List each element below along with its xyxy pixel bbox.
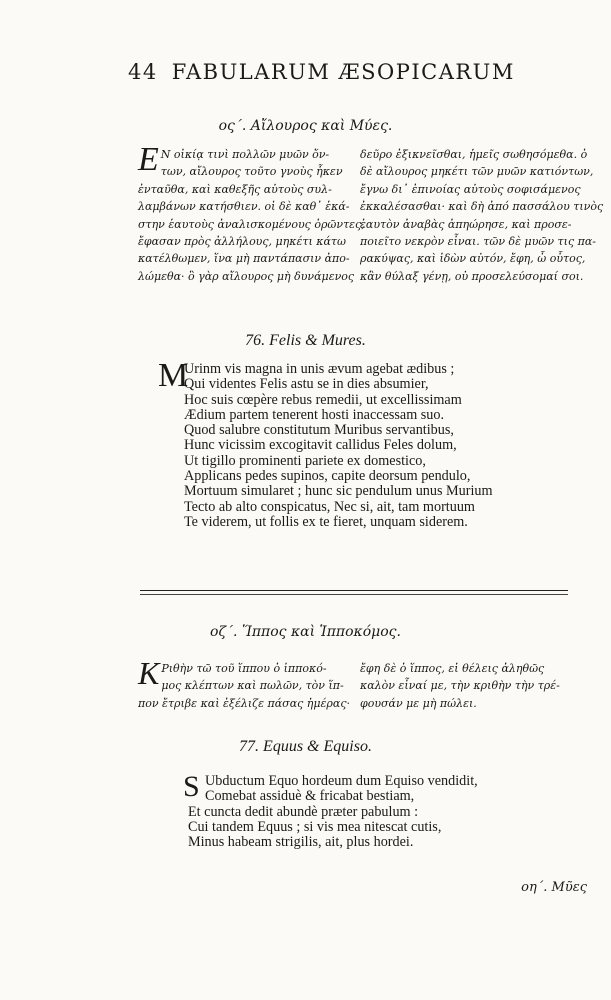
greek-line: Ριθὴν τῶ τοῦ ἵππου ὁ ἱπποκό- — [161, 662, 327, 675]
greek-text-block — [138, 655, 578, 712]
greek-line: ἔγνω δι᾿ ἐπινοίας αὐτοὺς σοφισάμενος — [360, 182, 581, 196]
verse-line: Hunc vicissim excogitavit callidus Feles dolum, — [184, 437, 457, 454]
running-title: FABULARUM ÆSOPICARUM — [171, 60, 515, 84]
verse-line: Cui tandem Equus ; si vis mea nitescat cutis, — [188, 818, 442, 835]
drop-cap: S — [183, 770, 200, 803]
verse-line: Hoc suis cœpère rebus remedii, ut excellissimam — [184, 391, 462, 408]
greek-line: λαμβάνων κατήσθιεν. οἱ δὲ καθ᾿ ἑκά- — [138, 200, 350, 214]
catchword: οη΄. Μῦες — [521, 880, 587, 895]
verse-line: Ubductum Equo hordeum dum Equiso vendidit, — [205, 773, 478, 789]
greek-line: των, αἴλουρος τοῦτο γνοὺς ἧκεν — [160, 165, 343, 179]
verse-line: Comebat assiduè & fricabat bestiam, — [205, 788, 415, 805]
greek-left-column — [138, 655, 356, 712]
section-rule — [140, 590, 568, 591]
drop-cap: K — [138, 655, 160, 691]
greek-line: κατέλθωμεν, ἵνα μὴ παντάπασιν ἀπο- — [138, 252, 350, 266]
verse-line: Minus habeam strigilis, ait, plus hordei. — [188, 834, 414, 851]
verse-line: Et cuncta dedit abundè præter pabulum : — [188, 803, 419, 820]
greek-line: ἐνταῦθα, καὶ καθεξῆς αὐτοὺς συλ- — [138, 182, 332, 196]
greek-line: καλὸν εἶναί με, τὴν κριθὴν τὴν τρέ- — [360, 679, 560, 693]
greek-line: δεῦρο ἐξικνεῖσθαι, ἡμεῖς σωθησόμεθα. ὁ — [360, 148, 588, 161]
greek-line: δὲ αἴλουρος μηκέτι τῶν μυῶν κατιόντων, — [360, 165, 594, 179]
greek-line: μος κλέπτων καὶ πωλῶν, τὸν ἵπ- — [161, 679, 344, 693]
verse-line: Mortuum simularet ; hunc sic pendulum unus Murium — [184, 483, 493, 500]
verse-line: Urinm vis magna in unis ævum agebat ædibus ; — [184, 361, 455, 377]
greek-right-column — [360, 660, 578, 712]
greek-line: ἔφασαν πρὸς ἀλλήλους, μηκέτι κάτω — [138, 235, 346, 249]
verse-line: Quod salubre constitutum Muribus servantibus, — [184, 422, 454, 439]
greek-line: Ν οἰκίᾳ τινὶ πολλῶν μυῶν ὄν- — [160, 148, 330, 161]
verse-line: Qui videntes Felis astu se in dies absumier, — [184, 376, 429, 393]
greek-line: ἐκκαλέσασθαι· καὶ δὴ ἀπό πασσάλου τινὸς — [360, 200, 604, 214]
greek-line: πον ἔτριβε καὶ ἐξέλιζε πάσας ἡμέρας· — [138, 696, 350, 710]
greek-line: φουσάν με μὴ πώλει. — [360, 696, 477, 710]
verse-line: Tecto ab alto conspicatus, Nec si, ait, tam mortuum — [184, 498, 475, 515]
verse-line: Applicans pedes supinos, capite deorsum pendulo, — [184, 468, 471, 485]
greek-line: στην ἑαυτοὺς ἀναλισκομένους ὁρῶντες, — [138, 217, 365, 231]
greek-line: ἔφη δὲ ὁ ἵππος, εἰ θέλεις ἀληθῶς — [360, 662, 545, 675]
section-rule-thin — [140, 594, 568, 595]
greek-line: κἂν θύλαξ γένῃ, οὐ προσελεύσομαί σοι. — [360, 269, 584, 283]
latin-fable-title: 77. Equus & Equiso. — [239, 738, 372, 755]
verse-line: Ut tigillo prominenti pariete ex domestico, — [184, 452, 426, 469]
greek-line: ρακύψας, καὶ ἰδὼν αὐτόν, ἔφη, ὦ οὗτος, — [360, 252, 586, 266]
greek-left-column — [138, 141, 365, 285]
verse-line: Te viderem, ut follis ex te fieret, unquam siderem. — [184, 513, 468, 530]
latin-verse-block — [158, 357, 574, 530]
latin-fable-title: 76. Felis & Mures. — [245, 332, 366, 349]
greek-line: λώμεθα· ὃ γὰρ αἴλουρος μὴ δυνάμενος — [138, 269, 355, 283]
verse-line: Ædium partem tenerent hosti inaccessam suo. — [184, 406, 445, 423]
latin-verse-block — [183, 770, 575, 851]
greek-right-column — [360, 146, 604, 285]
greek-text-block — [138, 141, 604, 285]
running-header — [128, 60, 558, 84]
greek-line: ποιεῖτο νεκρὸν εἶναι. τῶν δὲ μυῶν τις πα- — [360, 235, 596, 249]
greek-fable-title: οζ΄. Ἵππος καὶ Ἱπποκόμος. — [210, 624, 401, 640]
page-number: 44 — [128, 60, 158, 84]
drop-cap: M — [158, 357, 189, 394]
greek-fable-title: ος΄. Αἴλουρος καὶ Μύες. — [218, 118, 393, 134]
greek-line: ἑαυτὸν ἀναβὰς ἀπηώρησε, καὶ προσε- — [360, 217, 572, 231]
drop-cap: E — [138, 141, 159, 178]
